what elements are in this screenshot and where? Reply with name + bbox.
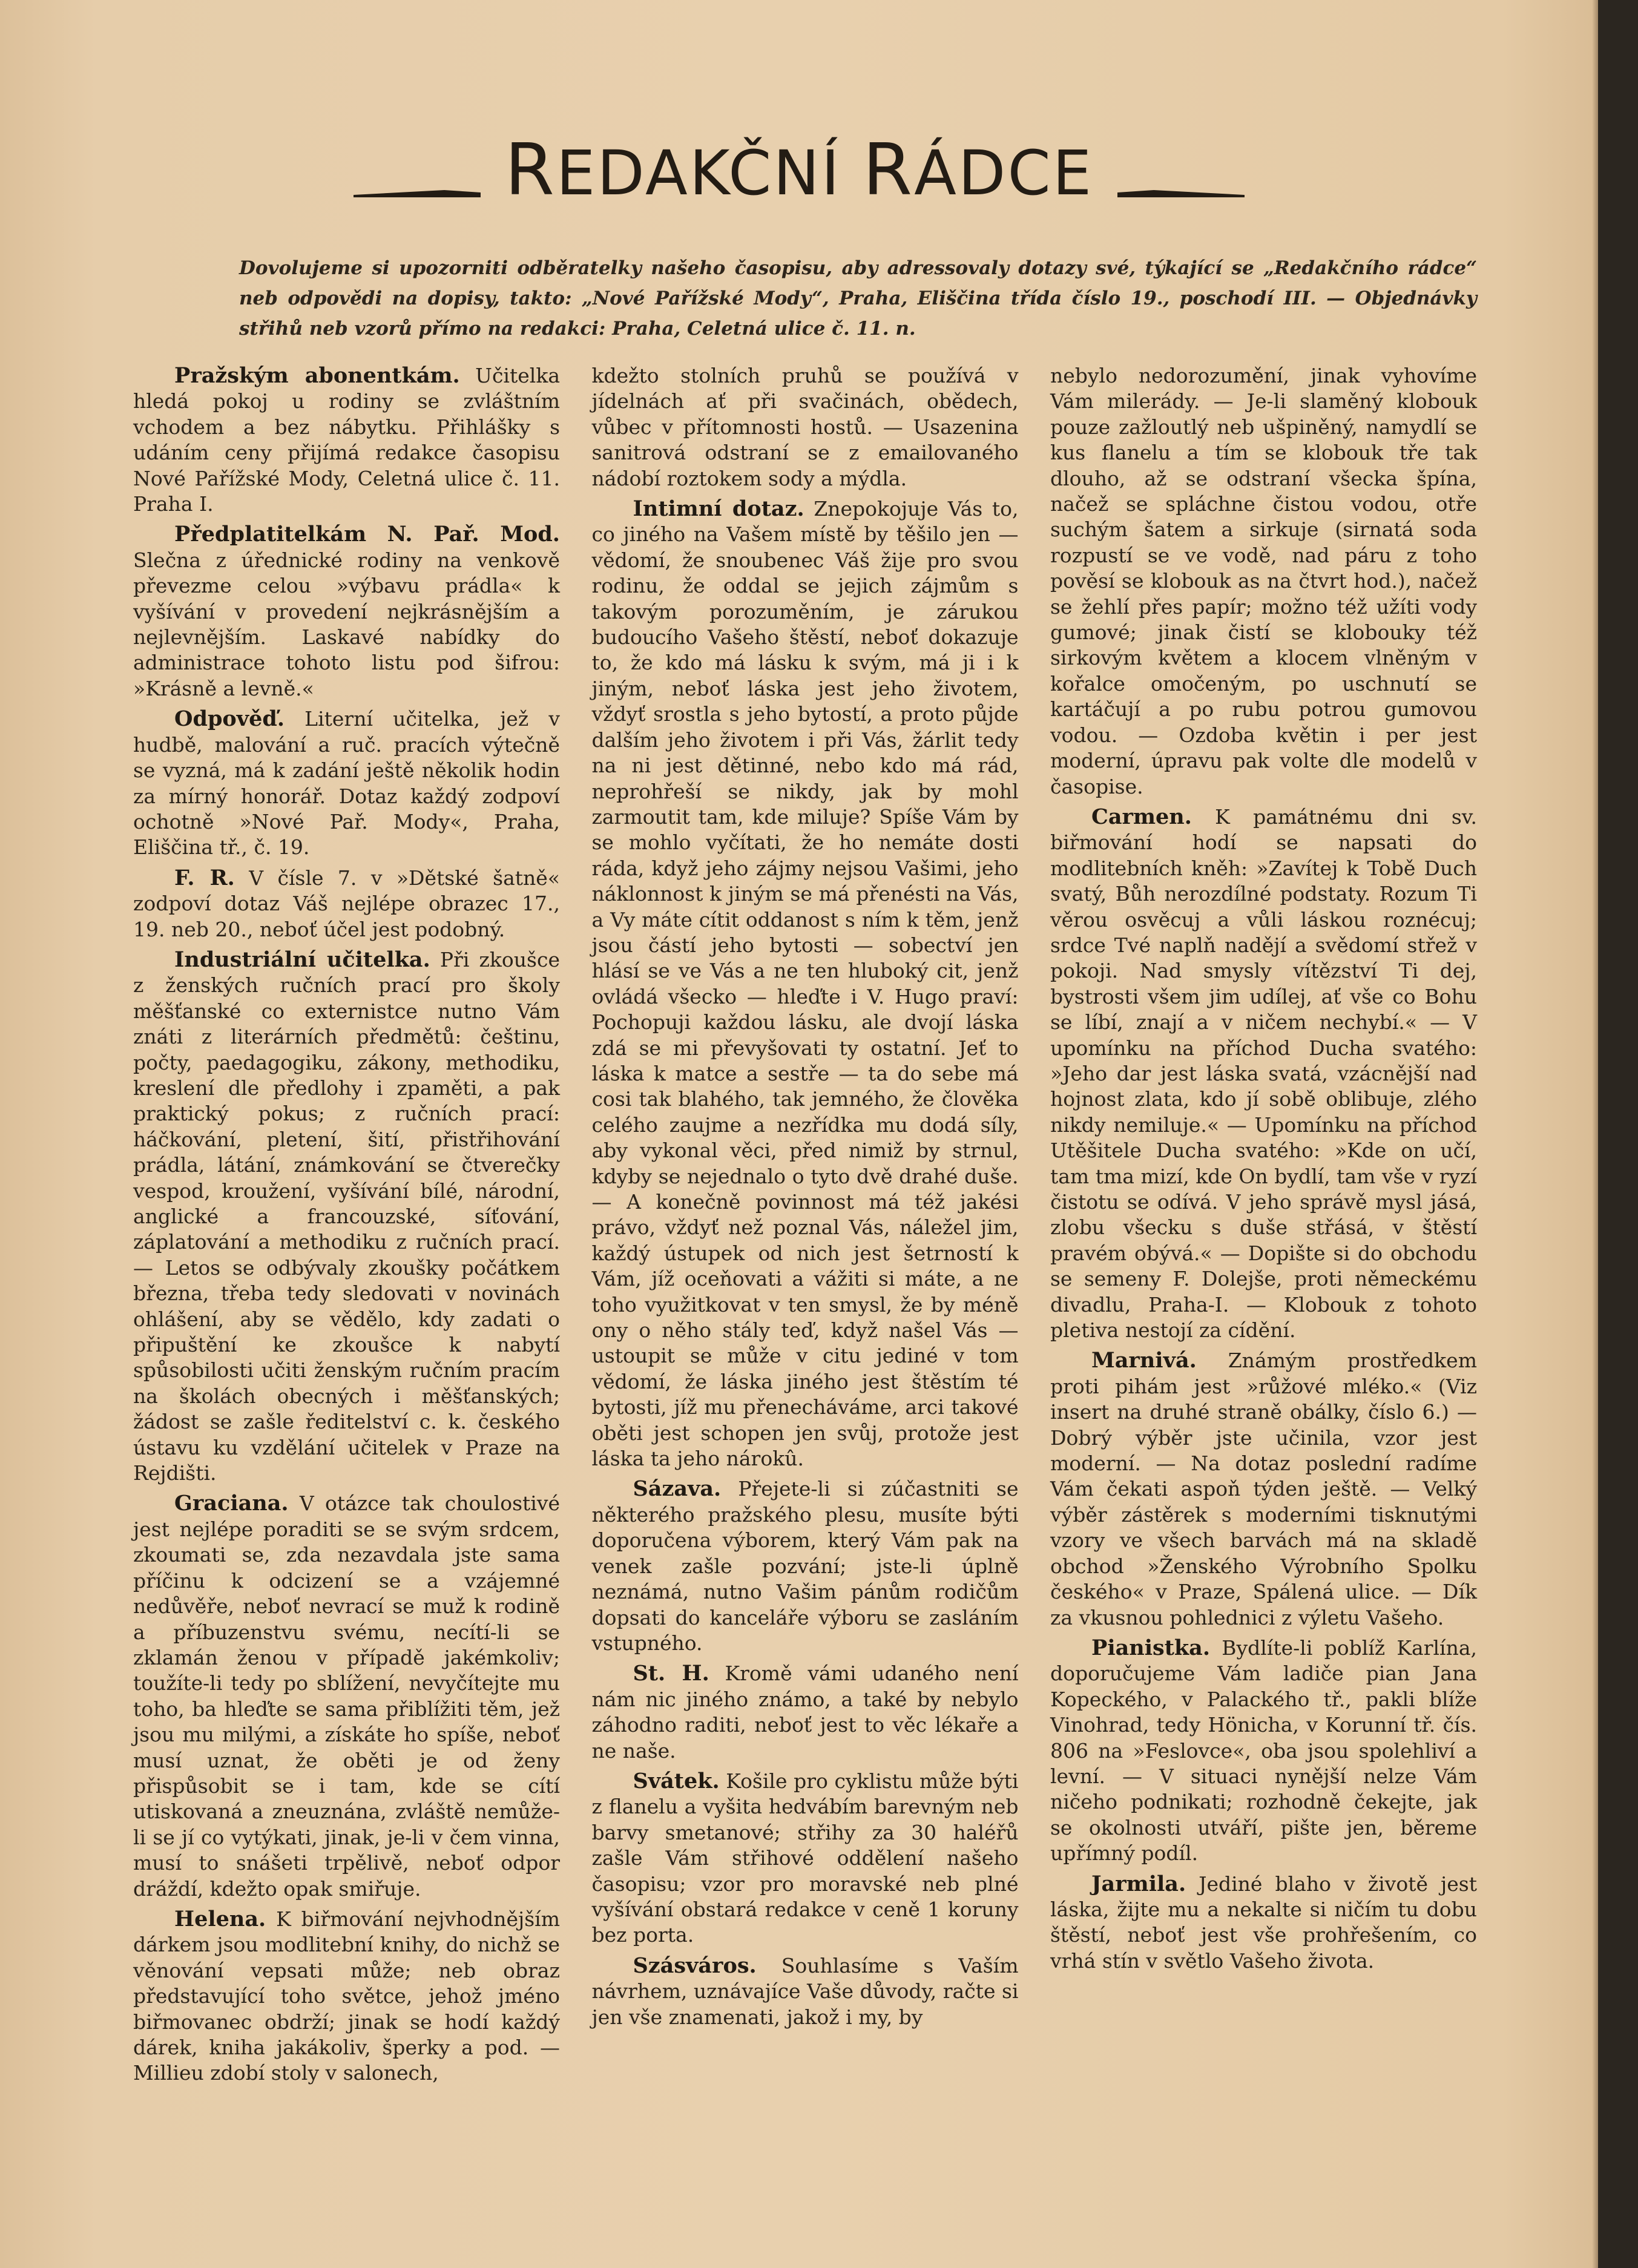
entry-heading: Marnivá. bbox=[1091, 1348, 1197, 1373]
page-title: REDAKČNÍ RÁDCE bbox=[504, 128, 1094, 211]
column-2 bbox=[592, 363, 1019, 2215]
query-entry bbox=[1050, 1872, 1477, 1974]
entry-text: Učitelka hledá pokoj u rodiny se zvláštním vchodem a bez nábytku. Přihlášky s udáním ceny přijímá redakce časopisu Nové Pařížské Mody, Celetná ulice č. 11. Praha I. bbox=[133, 364, 560, 516]
entry-heading: F. R. bbox=[174, 865, 235, 890]
entry-text: Souhlasíme s Vaším návrhem, uznávajíce Vaše důvody, račte si jen vše znamenati, jakož i my, by bbox=[591, 1953, 1019, 2029]
query-entry bbox=[1050, 804, 1477, 1344]
entry-text: Při zkoušce z ženských ručních prací pro školy měšťanské co externistce nutno Vám znáti z literárních předmětů: češtinu, počty, paedagogiku, zákony, methodiku, kreslení dle předlohy i zpaměti, a pak praktický pokus; z ručních prací: háčkování, pletení, šití, přistřihování prádla, látání, známkování se čtverečky vespod, kroužení, vyšívání bílé, národní, anglické a francouzské, síťování, záplatování a methodiku z ručních prací. — Letos se odbývaly zkoušky počátkem března, třeba tedy sledovati v novinách ohlášení, aby se vědělo, kdy zadati o připuštění ke zkoušce k nabytí spůsobilosti učiti ženským ručním pracím na školách obecných i měšťanských; žádost se zašle ředitelství c. k. českého ústavu ku vzdělání učitelek v Praze na Rejdišti. bbox=[133, 947, 560, 1485]
entry-heading: Industriální učitelka. bbox=[174, 947, 430, 972]
query-entry bbox=[133, 1907, 560, 2086]
entry-text: V čísle 7. v »Dětské šatně« zodpoví dotaz Váš nejlépe obrazec 17., 19. neb 20., neboť účel jest podobný. bbox=[133, 866, 560, 941]
entry-heading: Pianistka. bbox=[1091, 1635, 1211, 1660]
query-entry bbox=[133, 706, 560, 860]
query-entry bbox=[1050, 1348, 1477, 1630]
query-entry bbox=[592, 1953, 1019, 2030]
entry-heading: Svátek. bbox=[633, 1768, 720, 1793]
query-entry bbox=[1050, 363, 1477, 800]
query-entry bbox=[133, 866, 560, 942]
query-entry bbox=[133, 947, 560, 1487]
entry-text: Kromě vámi udaného není nám nic jiného známo, a také by nebylo záhodno raditi, neboť jest to věc lékaře a ne naše. bbox=[591, 1662, 1019, 1763]
query-entry bbox=[133, 363, 560, 517]
entry-text: V otázce tak choulostivé jest nejlépe poraditi se se svým srdcem, zkoumati se, zda nezavdala jste sama příčinu k odcizení se a vzájemné nedůvěře, neboť nevrací se muž k rodině a příbuzenstvu svému, necítí-li se zklamán ženou v případě jakémkoliv; toužíte-li tedy po sblížení, nevyčítejte mu toho, ba hleďte se sama přiblížiti těm, jež jsou mu milými, a získáte ho spíše, neboť musí uznat, že oběti je od ženy přispůsobit se i tam, kde se cítí utiskovaná a zneuznána, zvláště nemůže-li se jí co vytýkati, jinak, je-li v čem vinna, musí to snášeti trpělivě, neboť odpor dráždí, kdežto opak smiřuje. bbox=[133, 1491, 560, 1901]
title-rule-right bbox=[1117, 174, 1245, 199]
query-entry bbox=[133, 1491, 560, 1902]
entry-heading: Pražským abonentkám. bbox=[174, 363, 460, 388]
entry-heading: Carmen. bbox=[1091, 804, 1192, 829]
query-entry bbox=[592, 1769, 1019, 1948]
editorial-notice: Dovolujeme si upozorniti odběratelky našeho časopisu, aby adressovaly dotazy své, týkající se „Redakčního rádce“ neb odpovědi na dopisy, takto: „Nové Pařížské Mody“, Praha, Eliščina třída číslo 19., poschodí III. — Objednávky střihů neb vzorů přímo na redakci: Praha, Celetná ulice č. 11. n. bbox=[239, 257, 1477, 340]
entry-text: Jediné blaho v životě jest láska, žijte mu a nekalte si ničím tu dobu štěstí, neboť jest vše prohřešením, co vrhá stín v světlo Vašeho života. bbox=[1050, 1872, 1477, 1973]
binding-strip bbox=[1598, 0, 1638, 2268]
entry-text: Literní učitelka, jež v hudbě, malování a ruč. pracích výtečně se vyzná, má k zadání ještě několik hodin za mírný honorář. Dotaz každý zodpoví ochotně »Nové Pař. Mody«, Praha, Eliščina tř., č. 19. bbox=[133, 707, 560, 860]
entry-heading: Szásváros. bbox=[633, 1953, 757, 1978]
entry-heading: Intimní dotaz. bbox=[633, 496, 804, 522]
query-entry bbox=[592, 363, 1019, 491]
entry-heading: Helena. bbox=[174, 1906, 266, 1931]
title-row bbox=[0, 130, 1598, 209]
entry-heading: Odpověď. bbox=[174, 706, 285, 732]
entry-text: Přejete-li si zúčastniti se některého pražského plesu, musíte býti doporučena výborem, který Vám pak na venek zašle pozvání; jste-li úplně neznámá, nutno Vašim pánům rodičům dopsati do kanceláře výboru se zasláním vstupného. bbox=[591, 1477, 1019, 1655]
query-entry bbox=[1050, 1635, 1477, 1867]
entry-text: Košile pro cyklistu může býti z flanelu a vyšita hedvábím barevným neb barvy smetanové; střihy za 30 haléřů zašle Vám střihové oddělení našeho časopisu; vzor pro moravské neb plné vyšívání obstará redakce v ceně 1 koruny bez porta. bbox=[591, 1769, 1019, 1947]
query-entry bbox=[133, 522, 560, 702]
entry-heading: St. H. bbox=[633, 1661, 709, 1686]
column-3 bbox=[1050, 363, 1477, 2215]
query-entry bbox=[592, 1661, 1019, 1764]
entry-text: Slečna z úřednické rodiny na venkově převezme celou »výbavu prádla« k vyšívání v provedení nejkrásnějším a nejlevnějším. Laskavé nabídky do administrace tohoto listu pod šifrou: »Krásně a levně.« bbox=[133, 548, 560, 700]
entry-text: Znepokojuje Vás to, co jiného na Vašem místě by těšilo jen — vědomí, že snoubenec Váš žije pro svou rodinu, že oddal se jejich zájmům s takovým porozuměním, je zárukou budoucího Vašeho štěstí, neboť dokazuje to, že kdo má lásku k svým, má ji i k jiným, neboť láska jest jeho životem, vždyť srostla s jeho bytostí, a proto půjde dalším jeho životem i při Vás, žárlit tedy na ni jest dětinné, nebo kdo má rád, neprohřeší se nikdy, jak by mohl zarmoutit tam, kde miluje? Spíše Vám by se mohlo vyčítati, že ho nemáte dosti ráda, když jeho zájmy nejsou Vašimi, jeho náklonnost k jiným se má přenésti na Vás, a Vy máte cítit oddanost s ním k těm, jenž jsou částí jeho bytosti — sobectví jen hlásí se ve Vás a ne ten hluboký cit, jenž ovládá všecko — hleďte i V. Hugo praví: Pochopuji každou lásku, ale dvojí láska zdá se mi převyšovati ty ostatní. Jeť to láska k matce a sestře — ta do sebe má cosi tak blahého, tak jemného, že člověka celého zaujme a nezřídka mu dodá síly, aby vykonal věci, před nimiž by strnul, kdyby se nejednalo o tyto dvě drahé duše. — A konečně povinnost má též jakési právo, vždyť než poznal Vás, náležel jim, každý ústupek od nich jest šetrností k Vám, jíž oceňovati a vážiti si máte, a ne toho využitkovat v ten smysl, že by méně ony o něho stály teď, když našel Vás — ustoupit se může v citu jediné v tom vědomí, že láska jiného jest štěstím té bytosti, jíž mu přenecháváme, arci takové oběti jest schopen jen svůj, protože jest láska ta jeho nárokû. bbox=[591, 497, 1019, 1471]
entry-heading: Jarmila. bbox=[1091, 1871, 1186, 1896]
columns bbox=[133, 363, 1477, 2215]
entry-text: Bydlíte-li poblíž Karlína, doporučujeme Vám ladiče pian Jana Kopeckého, v Palackého tř., pakli blíže Vinohrad, tedy Hönicha, v Korunní tř. čís. 806 na »Feslovce«, oba jsou spolehliví a levní. — V situaci nynější nelze Vám ničeho podnikati; rozhodně čekejte, jak se okolnosti utváří, pište jen, běreme upřímný podíl. bbox=[1050, 1635, 1477, 1865]
entry-text: K biřmování nejvhodnějším dárkem jsou modlitební knihy, do nichž se věnování vepsati může; neb obraz představující toho světce, jehož jméno biřmovanec obdrží; jinak se hodí každý dárek, kniha jakákoliv, šperky a pod. — Millieu zdobí stoly v salonech, bbox=[133, 1907, 560, 2085]
entry-text: nebylo nedorozumění, jinak vyhovíme Vám milerády. — Je-li slaměný klobouk pouze zažloutlý neb ušpiněný, namydlí se kus flanelu a tím se klobouk tře tak dlouho, až se odstraní všecka špína, načež se spláchne čistou vodou, otře suchým šatem a sirkuje (sirnatá soda rozpustí se ve vodě, nad páru z toho pověsí se klobouk as na čtvrt hod.), načež se žehlí přes papír; možno též užíti vody gumové; jinak čistí se klobouky též sirkovým květem a klocem vlněným v kořalce omočeným, po uschnutí se kartáčují a po rubu potrou gumovou vodou. — Ozdoba květin i per jest moderní, úpravu pak volte dle modelů v časopise. bbox=[1050, 364, 1477, 798]
entry-text: K památnému dni sv. biřmování hodí se napsati do modlitebních kněh: »Zavítej k Tobě Duch svatý, Bůh nerozdílné podstaty. Rozum Ti věrou osvěcuj a vůli láskou roznécuj; srdce Tvé naplň nadějí a svědomí střež v pokoji. Nad smysly vítězství Ti dej, bystrosti všem jim udílej, ať vše co Bohu se líbí, znají a v ničem nechybí.« — V upomínku na příchod Ducha svatého: »Jeho dar jest láska svatá, vzácnější nad hojnost zlata, kdo jí sobě oblibuje, zlého nikdy nemiluje.« — Upomínku na příchod Utěšitele Ducha svatého: »Kde on učí, tam tma mizí, kde On bydlí, tam vše v ryzí čistotu se odívá. V jeho správě mysl jásá, zlobu všecku s duše střásá, v štěstí pravém obývá.« — Dopište si do obchodu se semeny F. Dolejše, proti německému divadlu, Praha-I. — Klobouk z tohoto pletiva nestojí za cídění. bbox=[1050, 804, 1477, 1343]
entry-heading: Graciana. bbox=[174, 1491, 289, 1516]
entry-text: Známým prostředkem proti pihám jest »růžové mléko.« (Viz insert na druhé straně obálky, číslo 6.) — Dobrý výběr jste učinila, vzor jest moderní. — Na dotaz poslední radíme Vám čekati aspoň týden ještě. — Velký výběr zástěrek s moderními tisknutými vzory ve všech barvách má na skladě obchod »Ženského Výrobního Spolku českého« v Praze, Spálená ulice. — Dík za vkusnou pohlednici z výletu Vašeho. bbox=[1050, 1349, 1477, 1629]
title-rule-left bbox=[354, 174, 481, 199]
entry-heading: Sázava. bbox=[633, 1476, 722, 1502]
binding-shadow bbox=[1592, 0, 1598, 2268]
column-1 bbox=[133, 363, 560, 2215]
query-entry bbox=[592, 1476, 1019, 1656]
entry-text: kdežto stolních pruhů se používá v jídelnách ať při svačinách, obědech, vůbec v přítomnosti hostů. — Usazenina sanitrová odstraní se z emailovaného nádobí roztokem sody a mýdla. bbox=[591, 364, 1019, 490]
entry-heading: Předplatitelkám N. Pař. Mod. bbox=[174, 522, 560, 547]
query-entry bbox=[592, 496, 1019, 1471]
